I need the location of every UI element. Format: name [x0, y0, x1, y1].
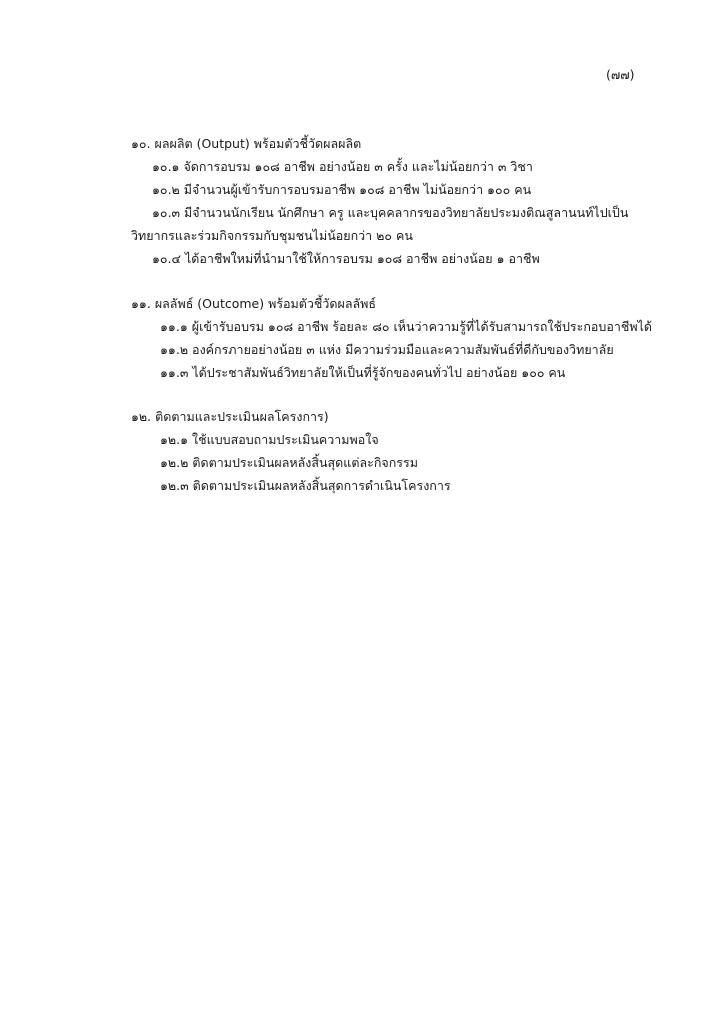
page-number: (๗๗)	[606, 67, 635, 82]
section-11-item-3: ๑๑.๓ ได้ประชาสัมพันธ์วิทยาลัยให้เป็นที่รู้จักของคนทั่วไป อย่างน้อย ๑๐๐ คน	[160, 365, 566, 380]
section-11-item-1: ๑๑.๑ ผู้เข้ารับอบรม ๑๐๘ อาชีพ ร้อยละ ๘๐ เห็นว่าความรู้ที่ได้รับสามารถใช้ประกอบอาชีพได้	[160, 319, 653, 334]
section-10-item-3: ๑๐.๓ มีจำนวนนักเรียน นักศึกษา ครู และบุคคลากรของวิทยาลัยประมงติณสูลานนท์ไปเป็น	[152, 205, 629, 220]
section-10-item-1: ๑๐.๑ จัดการอบรม ๑๐๘ อาชีพ อย่างน้อย ๓ ครั้ง และไม่น้อยกว่า ๓ วิชา	[152, 159, 533, 174]
section-12-item-1: ๑๒.๑ ใช้แบบสอบถามประเมินความพอใจ	[160, 432, 379, 447]
section-10-item-2: ๑๐.๒ มีจำนวนผู้เข้ารับการอบรมอาชีพ ๑๐๘ อาชีพ ไม่น้อยกว่า ๑๐๐ คน	[152, 182, 532, 197]
section-12-item-2: ๑๒.๒ ติดตามประเมินผลหลังสิ้นสุดแต่ละกิจกรรม	[160, 455, 418, 470]
section-10-item-4: ๑๐.๔ ได้อาชีพใหม่ที่นำมาใช้ให้การอบรม ๑๐๘ อาชีพ อย่างน้อย ๑ อาชีพ	[152, 251, 540, 266]
section-11-heading: ๑๑. ผลลัพธ์ (Outcome) พร้อมตัวชี้วัดผลลัพธ์	[131, 296, 377, 311]
section-10-heading: ๑๐. ผลผลิต (Output) พร้อมตัวชี้วัดผลผลิต	[131, 136, 362, 151]
section-12-item-3: ๑๒.๓ ติดตามประเมินผลหลังสิ้นสุดการดำเนินโครงการ	[160, 478, 451, 493]
section-12-heading: ๑๒. ติดตามและประเมินผลโครงการ)	[131, 409, 329, 424]
section-11-item-2: ๑๑.๒ องค์กรภายอย่างน้อย ๓ แห่ง มีความร่วมมือและความสัมพันธ์ที่ดีกับของวิทยาลัย	[160, 342, 614, 357]
section-10-item-3-continued: วิทยากรและร่วมกิจกรรมกับชุมชนไม่น้อยกว่า ๒๐ คน	[131, 228, 413, 243]
